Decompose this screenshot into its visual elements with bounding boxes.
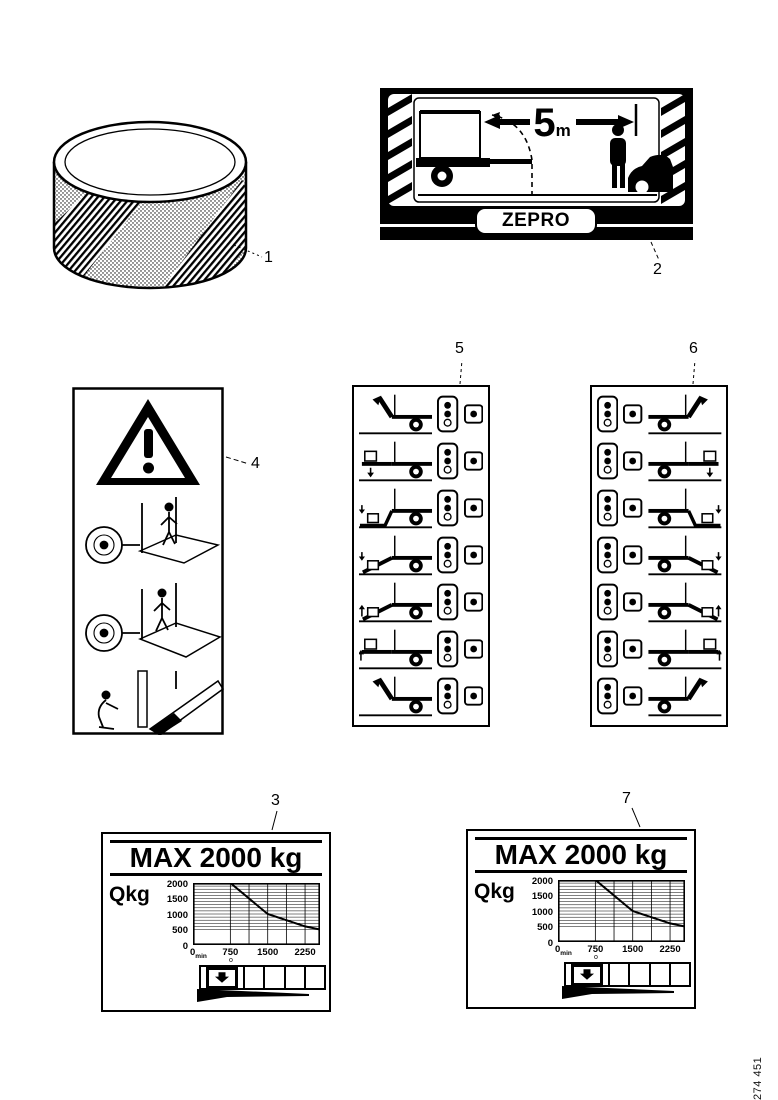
pictogram-row-fold-platform (592, 672, 726, 719)
x-tick: $0_{min}$ (190, 947, 207, 960)
control-panel-icon (437, 583, 458, 621)
control-panel-icon (437, 395, 458, 433)
bar-cell (201, 967, 243, 988)
bar-cell (263, 967, 283, 988)
x-tick: 750 (222, 947, 239, 958)
brand-logo-text: ZEPRO (502, 210, 570, 231)
y-tick: 500 (172, 925, 188, 936)
x-tick: 2250 (294, 947, 316, 958)
y-tick: 0 (182, 940, 188, 952)
control-panel-icon (597, 395, 618, 433)
control-panel-icon (597, 630, 618, 668)
button-icon (464, 545, 483, 565)
pictogram-row-unfold-platform (354, 390, 488, 437)
control-panel-icon (437, 536, 458, 574)
y-tick: 1500 (166, 894, 188, 905)
button-icon (623, 639, 642, 659)
bar-cell (284, 967, 304, 988)
truck-taillift-pictogram (648, 627, 721, 671)
button-icon (464, 451, 483, 471)
distance-label: 5m (533, 101, 571, 145)
load-position-down-arrow-icon (206, 967, 238, 989)
position-mark: o (594, 954, 598, 961)
button-icon (623, 498, 642, 518)
control-panel-icon (437, 677, 458, 715)
x-tick-labels (190, 947, 320, 960)
control-panel-icon (597, 536, 618, 574)
pictogram-row-lower-platform (592, 437, 726, 484)
striped-tape-roll-icon (40, 62, 260, 294)
platform-wedge-icon (562, 986, 682, 1005)
pictogram-row-fold-platform (354, 672, 488, 719)
document-number: 274 451 (752, 1056, 764, 1100)
truck-taillift-pictogram (648, 674, 721, 718)
y-tick: 0 (547, 937, 553, 949)
ref-label-5: 5 (455, 340, 464, 357)
x-tick: 1500 (622, 944, 644, 955)
bar-cell (243, 967, 263, 988)
y-tick: 2000 (531, 875, 553, 887)
bar-cell (566, 964, 608, 985)
warning-sticker-figure (72, 387, 224, 740)
truck-taillift-pictogram (359, 580, 432, 624)
button-icon (464, 639, 483, 659)
ref-label-2: 2 (653, 261, 662, 278)
pictogram-row-platform-at-ground (354, 484, 488, 531)
pictogram-row-platform-at-ground (592, 484, 726, 531)
control-panel-icon (597, 442, 618, 480)
truck-taillift-pictogram (359, 627, 432, 671)
button-icon (623, 592, 642, 612)
bar-cell (608, 964, 628, 985)
bar-cell (304, 967, 324, 988)
pictogram-row-raise-platform (354, 625, 488, 672)
load-chart-sticker-3 (101, 832, 331, 1012)
ref-label-3: 3 (271, 792, 280, 809)
truck-taillift-pictogram (648, 533, 721, 577)
control-panel-icon (437, 630, 458, 668)
button-icon (623, 404, 642, 424)
truck-taillift-pictogram (359, 392, 432, 436)
truck-taillift-pictogram (648, 486, 721, 530)
pictogram-row-lower-platform (354, 437, 488, 484)
warning-sticker-art (72, 387, 224, 735)
truck-taillift-pictogram (648, 392, 721, 436)
truck-taillift-pictogram (359, 486, 432, 530)
ref-label-4: 4 (251, 455, 260, 472)
control-sticker-right-figure (590, 385, 728, 727)
pictogram-row-raise-platform (592, 625, 726, 672)
y-tick: 2000 (166, 878, 188, 890)
x-tick: 750 (587, 944, 604, 955)
y-axis-label: Qkg (474, 880, 515, 903)
y-tick: 1000 (531, 906, 553, 918)
truck-taillift-pictogram (648, 439, 721, 483)
y-tick: 1000 (166, 909, 188, 921)
truck-taillift-pictogram (648, 580, 721, 624)
load-position-bar (564, 954, 691, 987)
pictogram-row-unfold-platform (592, 390, 726, 437)
truck-taillift-pictogram (359, 674, 432, 718)
bar-cell (628, 964, 648, 985)
ref-label-7: 7 (622, 790, 631, 807)
distance-sticker-figure (380, 88, 693, 240)
button-icon (623, 686, 642, 706)
bar-cell (649, 964, 669, 985)
load-chart-sticker-7 (466, 829, 696, 1009)
y-tick: 1500 (531, 891, 553, 902)
max-load-title: MAX 2000 kg (494, 839, 668, 870)
button-icon (464, 686, 483, 706)
bar-cell (669, 964, 689, 985)
x-tick: $0_{min}$ (555, 944, 572, 957)
tape-roll-figure (40, 62, 260, 299)
y-axis-label: Qkg (109, 883, 150, 906)
button-icon (464, 498, 483, 518)
pictogram-row-tilt-platform-up (592, 578, 726, 625)
truck-taillift-pictogram (359, 439, 432, 483)
ref-label-1: 1 (264, 249, 273, 266)
control-panel-icon (437, 489, 458, 527)
button-icon (623, 451, 642, 471)
control-panel-icon (597, 677, 618, 715)
y-tick-labels (518, 875, 558, 949)
platform-wedge-icon (197, 989, 317, 1008)
position-mark: o (229, 957, 233, 964)
y-tick: 500 (537, 922, 553, 933)
x-tick-labels (555, 944, 685, 957)
load-chart (558, 880, 685, 942)
button-icon (464, 592, 483, 612)
ref-label-6: 6 (689, 340, 698, 357)
control-panel-icon (597, 489, 618, 527)
control-panel-icon (437, 442, 458, 480)
x-tick: 2250 (659, 944, 681, 955)
control-panel-icon (597, 583, 618, 621)
button-icon (464, 404, 483, 424)
truck-taillift-pictogram (359, 533, 432, 577)
load-chart (193, 883, 320, 945)
pictogram-row-tilt-platform-up (354, 578, 488, 625)
control-sticker-left-figure (352, 385, 490, 727)
x-tick: 1500 (257, 947, 279, 958)
pictogram-row-tilt-platform-down (592, 531, 726, 578)
y-tick-labels (153, 878, 193, 952)
pictogram-row-tilt-platform-down (354, 531, 488, 578)
load-position-bar (199, 957, 326, 990)
max-load-title: MAX 2000 kg (129, 842, 303, 873)
button-icon (623, 545, 642, 565)
load-position-down-arrow-icon (571, 964, 603, 986)
